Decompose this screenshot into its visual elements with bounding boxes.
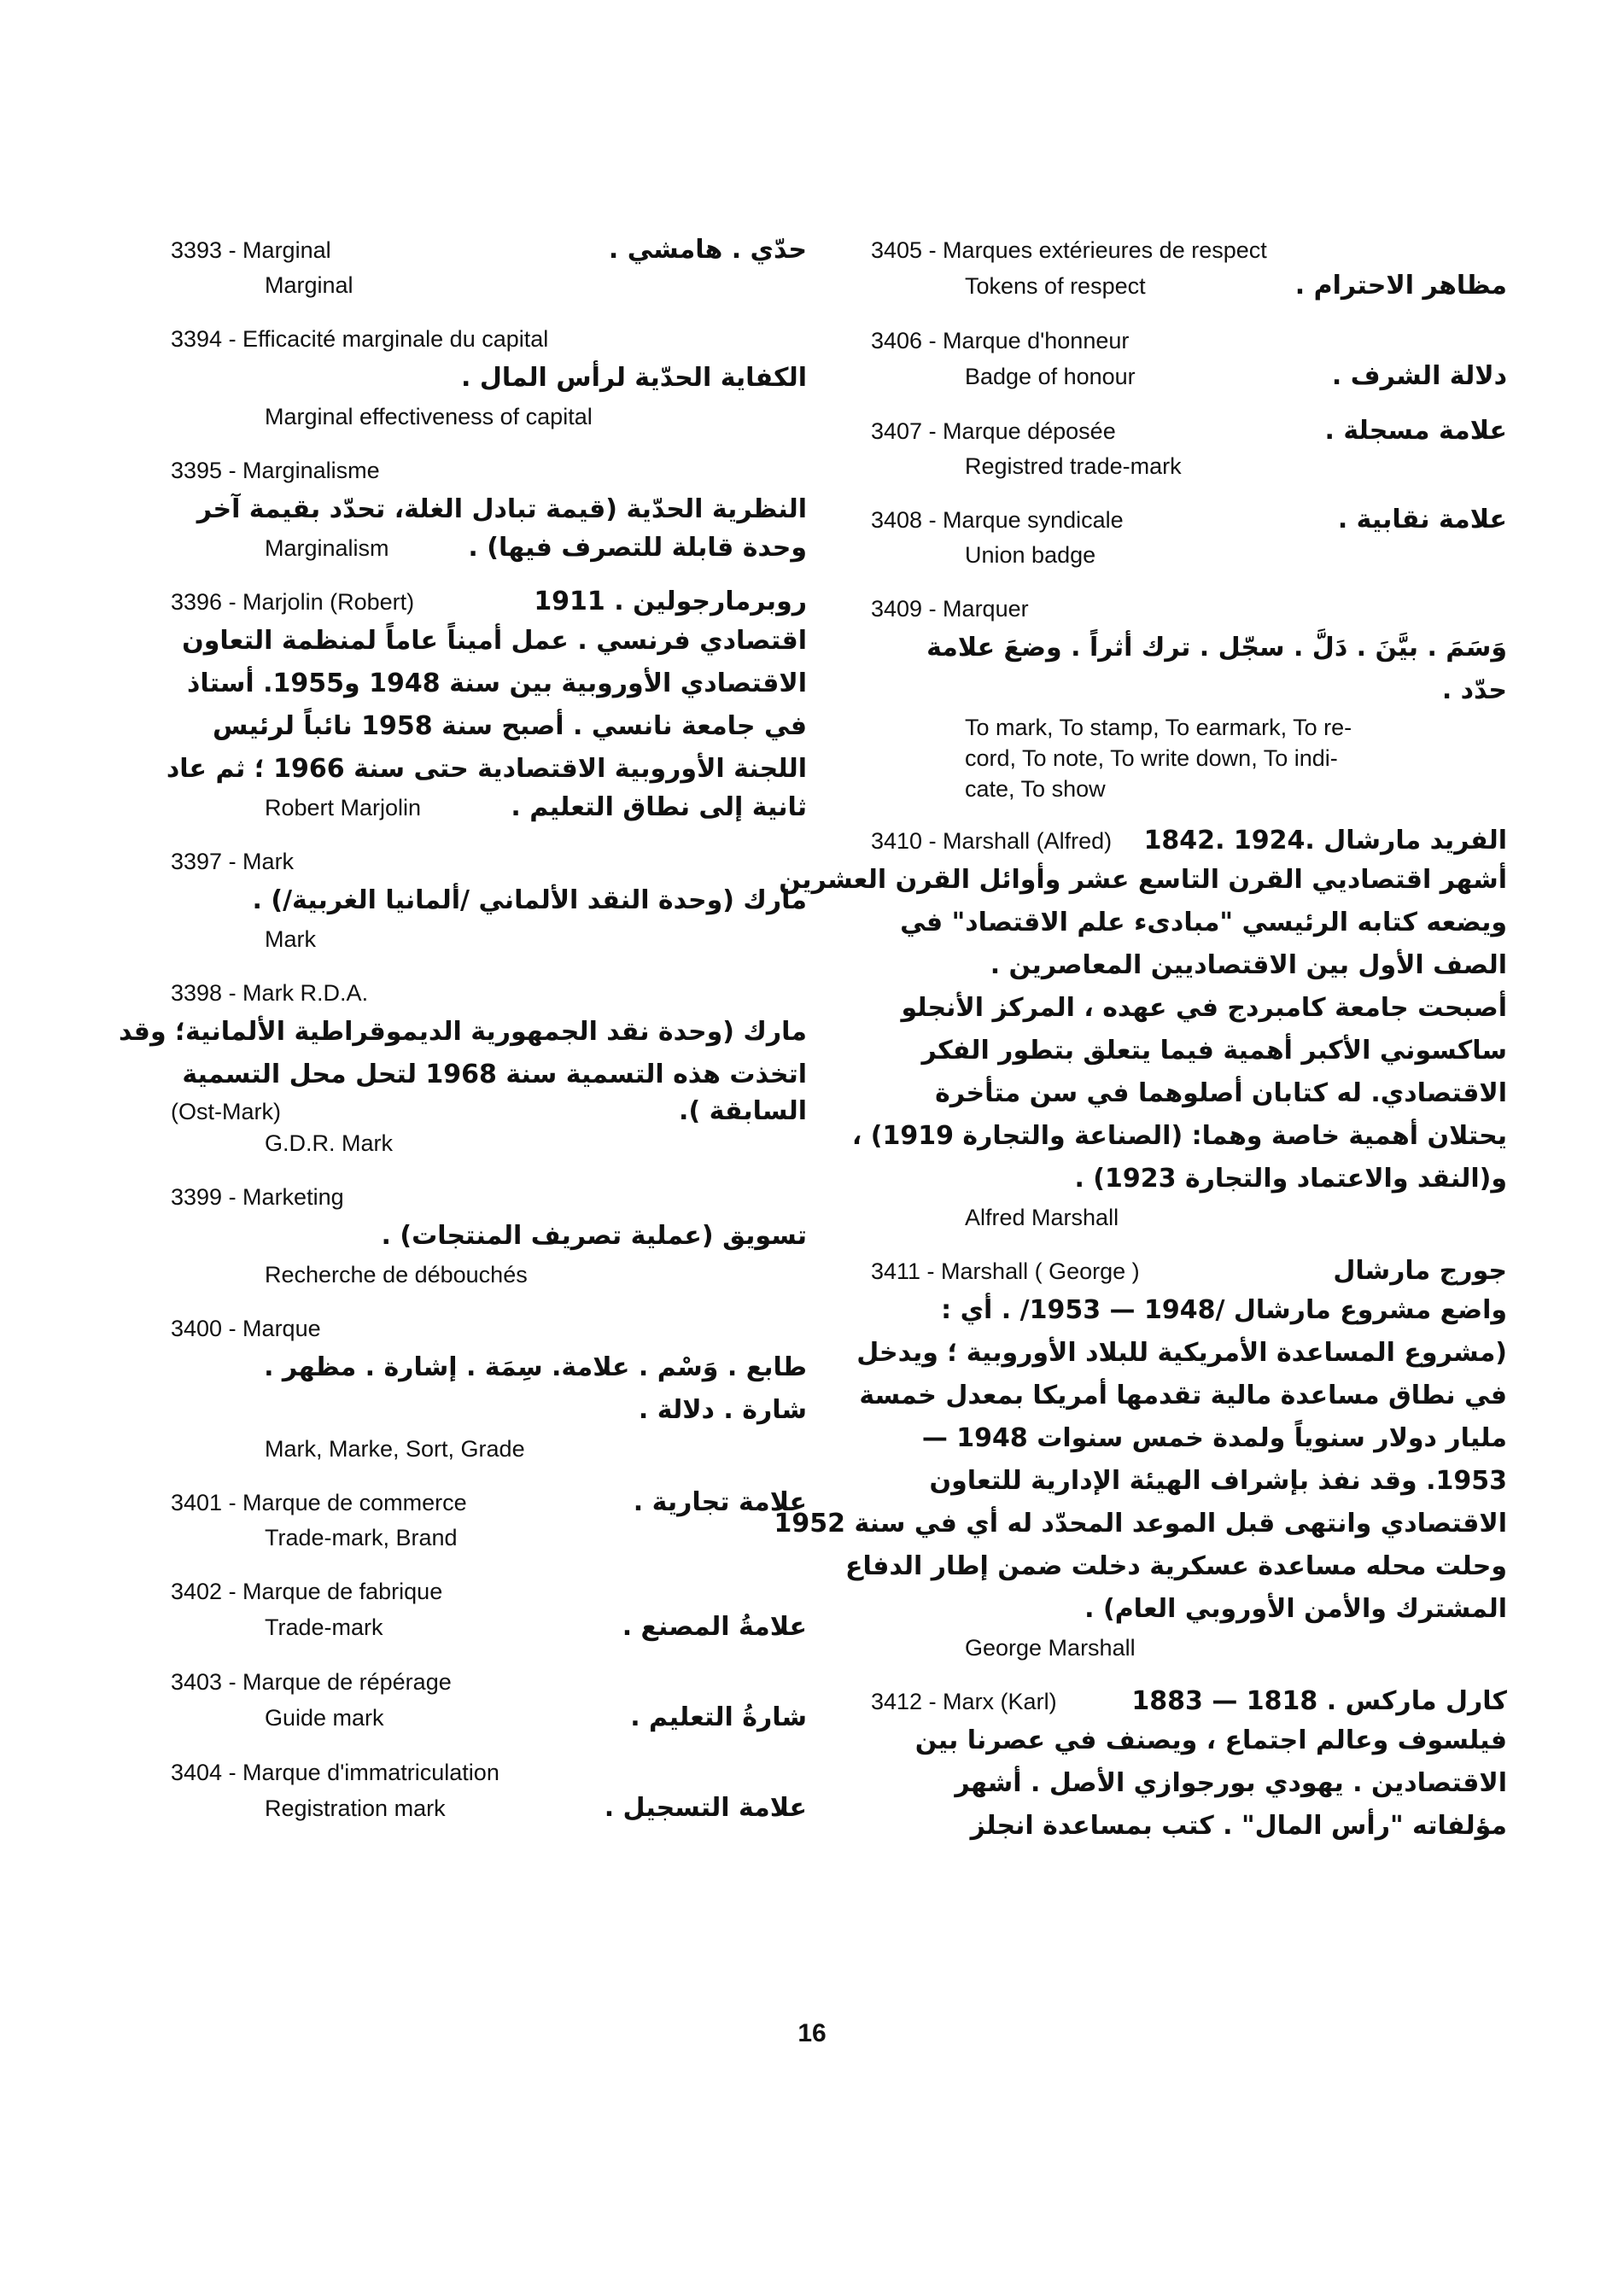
entry-head: 3399 - Marketing — [171, 1184, 344, 1210]
entry-arabic: علامة التسجيل . — [604, 1793, 807, 1823]
entry-3408 — [871, 502, 1507, 572]
entry-arabic-line: الكفاية الحدّية لرأس المال . — [461, 363, 807, 393]
entry-3396 — [166, 584, 807, 825]
entry-translation: Badge of honour — [965, 364, 1136, 389]
entry-translation: G.D.R. Mark — [265, 1130, 394, 1156]
entry-3400 — [171, 1311, 807, 1466]
entry-3411 — [774, 1253, 1507, 1665]
entry-arabic-line: المشترك والأمن الأوروبي العام) . — [1084, 1594, 1507, 1624]
entry-arabic-line: اللجنة الأوروبية الاقتصادية حتى سنة 1966 ؛ ثم عاد — [166, 754, 807, 784]
entry-translation: Guide mark — [265, 1705, 384, 1731]
entry-arabic-line: اقتصادي فرنسي . عمل أميناً عاماً لمنظمة التعاون — [182, 626, 807, 656]
entry-arabic-line: ويضعه كتابه الرئيسي "مبادىء علم الاقتصاد" في — [900, 908, 1507, 937]
entry-arabic-line: الاقتصادين . يهودي بورجوازي الأصل . أشهر — [955, 1768, 1507, 1798]
entry-arabic-line: و(النقد والاعتماد والتجارة 1923) . — [1074, 1164, 1507, 1194]
entry-head: 3393 - Marginal — [171, 237, 331, 263]
entry-arabic-line: تسويق (عملية تصريف المنتجات) . — [381, 1221, 807, 1251]
entry-head: 3396 - Marjolin (Robert) — [171, 589, 415, 615]
entry-arabic: الفريد مارشال .1924 .1842 — [1143, 826, 1507, 855]
entry-translation: Tokens of respect — [965, 273, 1146, 299]
entry-head: 3397 - Mark — [171, 849, 295, 874]
entry-arabic-line: اتخذت هذه التسمية سنة 1968 لتحل محل التسمية — [182, 1060, 807, 1089]
entry-3403 — [171, 1664, 807, 1736]
entry-arabic-line: النظرية الحدّية (قيمة تبادل الغلة، تحدّد بقيمة آخر — [196, 494, 807, 524]
entry-3397 — [171, 844, 807, 956]
entry-arabic-line: واضع مشروع مارشال /1948 — 1953/ . أي : — [941, 1295, 1507, 1325]
entry-3407 — [871, 413, 1507, 483]
entry-arabic-line: وَسَمَ . بيَّنَ . دَلَّ . سجّل . ترك أثراً . وضعَ علامة — [926, 633, 1507, 663]
left-column — [118, 232, 807, 1845]
entry-3401 — [171, 1485, 807, 1555]
entry-arabic-line: ثانية إلى نطاق التعليم . — [511, 792, 807, 822]
entry-translation: Mark — [265, 926, 316, 952]
entry-3406 — [871, 323, 1507, 394]
entry-3394 — [171, 321, 807, 434]
entry-3399 — [171, 1179, 807, 1292]
entry-translation: Alfred Marshall — [965, 1205, 1119, 1230]
entry-arabic-line: يحتلان أهمية خاصة وهما: (الصناعة والتجارة 1919) ، — [851, 1121, 1507, 1151]
entry-arabic-line: طابع . وَسْم . علامة. سِمَة . إشارة . مظهر . — [264, 1352, 807, 1382]
entry-translation: Marginal — [265, 272, 353, 298]
entry-arabic-line: 1953. وقد نفذ بإشراف الهيئة الإدارية للتعاون — [929, 1466, 1507, 1496]
entry-arabic-line: في نطاق مساعدة مالية تقدمها أمريكا بمعدل خمسة — [859, 1381, 1507, 1410]
entry-3405 — [871, 232, 1507, 304]
entry-arabic-line: أصبحت جامعة كامبردج في عهده ، المركز الأنجلو — [901, 993, 1507, 1023]
entry-head: 3400 - Marque — [171, 1316, 321, 1341]
entry-arabic-line: فيلسوف وعالم اجتماع ، ويصنف في عصرنا بين — [914, 1725, 1507, 1755]
entry-translation: Marginalism — [265, 535, 389, 561]
entry-head: 3395 - Marginalisme — [171, 458, 380, 483]
entry-translation: Marginal effectiveness of capital — [265, 404, 593, 429]
entry-arabic: علامةُ المصنع . — [622, 1612, 807, 1642]
entry-arabic-line: شارة . دلالة . — [638, 1395, 807, 1425]
entry-arabic-line: الاقتصادي. له كتابان أصلوهما في سن متأخرة — [935, 1078, 1507, 1108]
entry-arabic: مظاهر الاحترام . — [1294, 271, 1507, 301]
entry-arabic: روبرمارجولين . 1911 — [534, 587, 807, 616]
entry-translation: (Ost-Mark) — [171, 1099, 281, 1124]
entry-translation: Registred trade-mark — [965, 453, 1182, 479]
entry-head: 3412 - Marx (Karl) — [871, 1689, 1057, 1714]
entry-head: 3398 - Mark R.D.A. — [171, 980, 369, 1006]
entry-head: 3402 - Marque de fabrique — [171, 1579, 443, 1604]
right-column — [774, 232, 1507, 1866]
entry-head: 3394 - Efficacité marginale du capital — [171, 326, 549, 352]
entry-3398 — [118, 975, 807, 1160]
entry-translation: Union badge — [965, 542, 1096, 568]
entry-arabic-line: (مشروع المساعدة الأمريكية للبلاد الأوروبية ؛ ويدخل — [856, 1338, 1507, 1368]
entry-head: 3408 - Marque syndicale — [871, 507, 1124, 533]
entry-arabic: كارل ماركس . 1818 — 1883 — [1131, 1686, 1507, 1716]
entry-translation: cate, To show — [965, 776, 1106, 802]
entry-arabic: جورج مارشال — [1333, 1256, 1507, 1286]
entry-head: 3406 - Marque d'honneur — [871, 328, 1130, 353]
entry-head: 3403 - Marque de répérage — [171, 1669, 452, 1695]
entry-arabic: دلالة الشرف . — [1331, 361, 1507, 391]
entry-head: 3404 - Marque d'immatriculation — [171, 1760, 499, 1785]
entry-arabic: حدّي . هامشي . — [608, 235, 807, 265]
entry-arabic-line: السابقة ). — [679, 1096, 807, 1126]
entry-arabic-line: الصف الأول بين الاقتصاديين المعاصرين . — [990, 950, 1507, 980]
entry-arabic-line: في جامعة نانسي . أصبح سنة 1958 نائباً لرئيس — [213, 711, 807, 741]
entry-arabic: شارةُ التعليم . — [630, 1702, 807, 1732]
entry-arabic-line: أشهر اقتصاديي القرن التاسع عشر وأوائل القرن العشرين — [779, 865, 1507, 895]
entry-3404 — [171, 1755, 807, 1826]
page-number: 16 — [797, 2019, 827, 2047]
entry-translation: Robert Marjolin — [265, 795, 422, 820]
entry-arabic-line: الاقتصادي الأوروبية بين سنة 1948 و1955. أستاذ — [187, 669, 807, 698]
entry-arabic: علامة مسجلة . — [1324, 416, 1507, 446]
entry-translation: George Marshall — [965, 1635, 1136, 1661]
entry-arabic-line: مارك (وحدة نقد الجمهورية الديموقراطية الألمانية؛ وقد — [118, 1017, 807, 1047]
entry-arabic-line: مليار دولار سنوياً ولمدة خمس سنوات 1948 — — [921, 1423, 1507, 1453]
entry-arabic-line: مؤلفاته "رأس المال" . كتب بمساعدة انجلز — [970, 1811, 1507, 1841]
entry-head: 3401 - Marque de commerce — [171, 1490, 467, 1515]
entry-3395 — [171, 453, 807, 565]
entry-arabic: علامة تجارية . — [633, 1487, 807, 1517]
entry-translation: Registration mark — [265, 1795, 446, 1821]
entry-head: 3407 - Marque déposée — [871, 418, 1116, 444]
entry-arabic-line: حدّد . — [1441, 675, 1507, 705]
entry-head: 3411 - Marshall ( George ) — [871, 1258, 1140, 1284]
entry-3412 — [871, 1684, 1507, 1848]
entry-arabic-line: وحدة قابلة للتصرف فيها) . — [468, 533, 807, 563]
entry-translation: Trade-mark, Brand — [265, 1525, 458, 1550]
entry-arabic-line: الاقتصادي وانتهى قبل الموعد المحدّد له أي في سنة 1952 — [774, 1509, 1507, 1539]
entry-arabic-line: مارك (وحدة النقد الألماني /ألمانيا الغربية/) . — [252, 885, 807, 915]
entry-arabic-line: ساكسوني الأكبر أهمية فيما يتعلق بتطور الفكر — [921, 1036, 1507, 1066]
entry-translation: Trade-mark — [265, 1614, 383, 1640]
entry-arabic-line: وحلت محله مساعدة عسكرية دخلت ضمن إطار الدفاع — [845, 1551, 1507, 1581]
entry-head: 3409 - Marquer — [871, 596, 1029, 622]
entry-3402 — [171, 1574, 807, 1645]
entry-translation: Mark, Marke, Sort, Grade — [265, 1436, 525, 1462]
entry-translation: To mark, To stamp, To earmark, To re- — [965, 715, 1352, 740]
entry-translation: Recherche de débouchés — [265, 1262, 528, 1287]
entry-translation: cord, To note, To write down, To indi- — [965, 745, 1338, 771]
entry-3409 — [871, 591, 1507, 804]
entry-3393 — [171, 232, 807, 302]
entry-3410 — [779, 823, 1507, 1235]
entry-head: 3405 - Marques extérieures de respect — [871, 237, 1267, 263]
entry-head: 3410 - Marshall (Alfred) — [871, 828, 1113, 854]
entry-arabic: علامة نقابية . — [1337, 505, 1507, 534]
